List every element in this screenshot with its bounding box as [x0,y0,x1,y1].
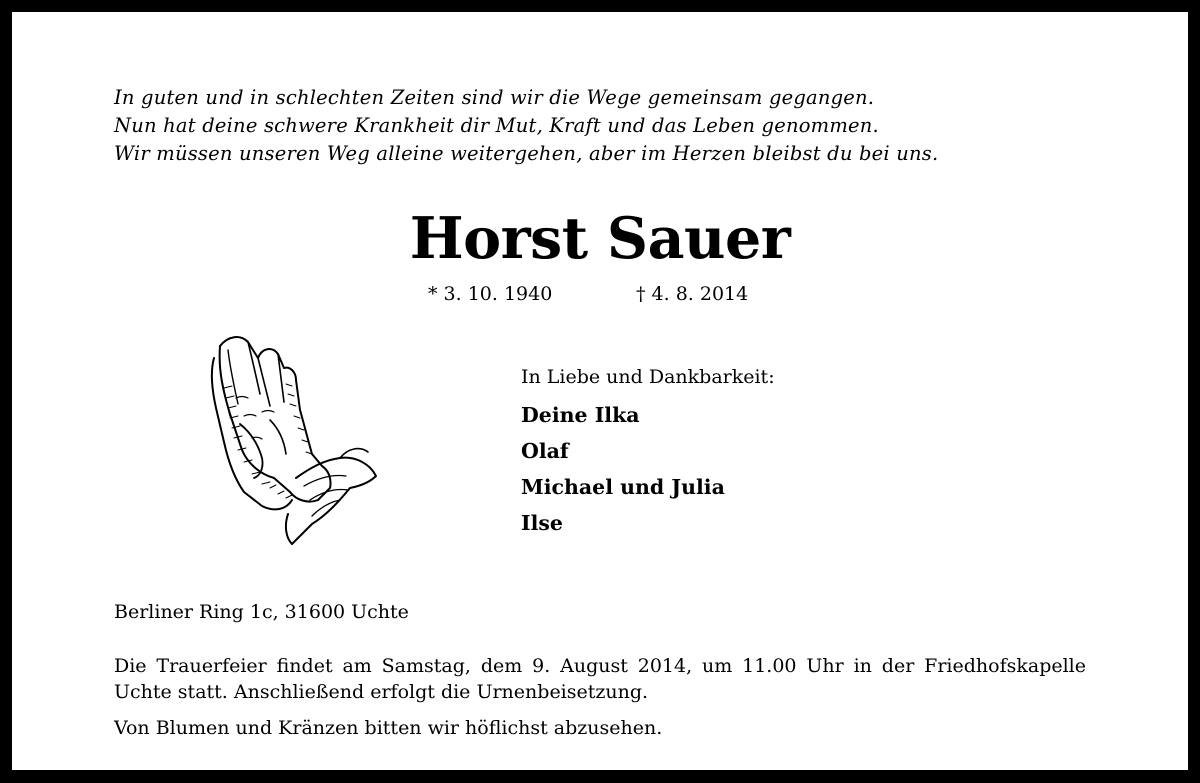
mourners-intro: In Liebe und Dankbarkeit: [521,366,775,388]
address: Berliner Ring 1c, 31600 Uchte [114,601,409,623]
mourner-name: Michael und Julia [521,475,725,499]
death-date: † 4. 8. 2014 [636,283,749,305]
deceased-name: Horst Sauer [409,205,791,272]
mourner-name: Deine Ilka [521,403,640,427]
funeral-details: Die Trauerfeier findet am Samstag, dem 9. August 2014, um 11.00 Uhr in der Friedhofskapelle Uchte statt. Anschließend erfolgt die Urnenbeisetzung. [114,655,1086,703]
mourners-block [521,364,775,541]
mourner-name: Olaf [521,439,569,463]
mourner-name: Ilse [521,511,563,535]
praying-hands-icon [200,328,385,548]
birth-date: * 3. 10. 1940 [428,283,553,305]
verse-line: Wir müssen unseren Weg alleine weitergehen, aber im Herzen bleibst du bei uns. [114,142,939,165]
verse-line: Nun hat deine schwere Krankheit dir Mut, Kraft und das Leben genommen. [114,114,879,137]
flowers-request: Von Blumen und Kränzen bitten wir höflichst abzusehen. [114,717,663,739]
verse-line: In guten und in schlechten Zeiten sind wir die Wege gemeinsam gegangen. [114,86,875,109]
verse [114,84,1074,168]
